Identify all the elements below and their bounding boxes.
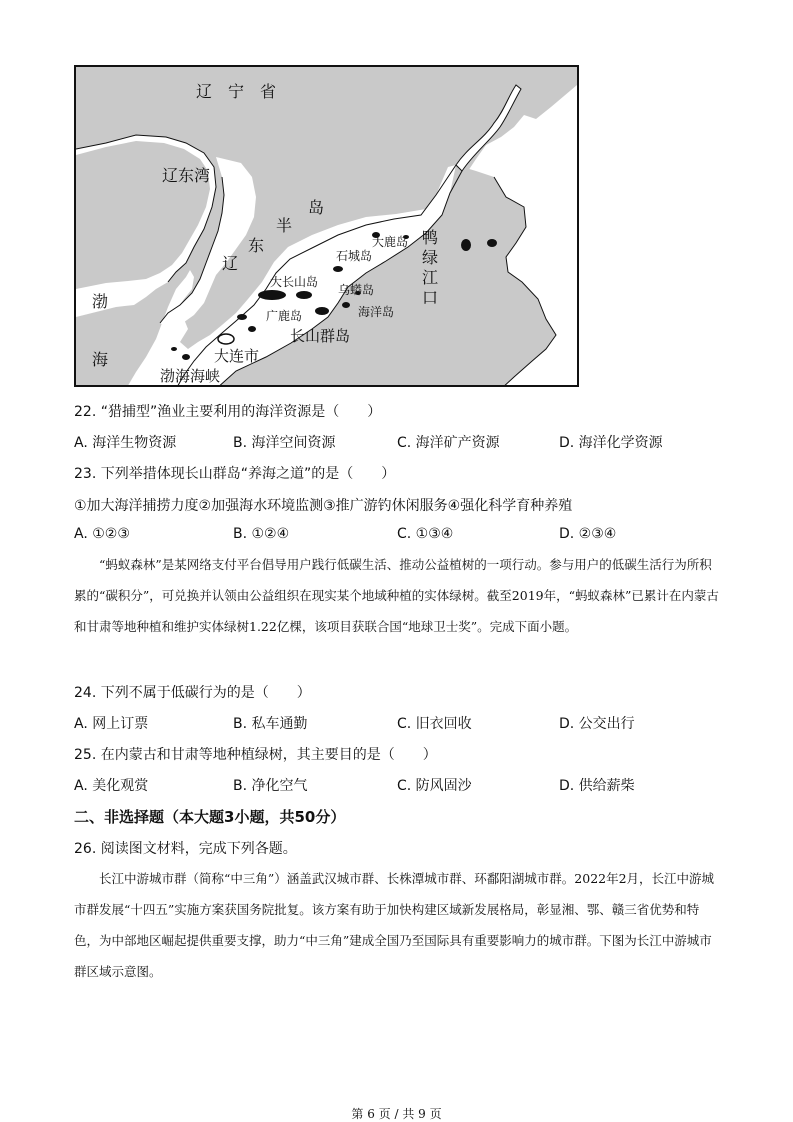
section-2-title: 二、非选择题（本大题3小题，共50分） [74, 808, 346, 826]
label-haiyang-island: 海洋岛 [358, 305, 395, 319]
label-changshan-islands: 长山群岛 [290, 327, 351, 345]
q25-stem: 25. 在内蒙古和甘肃等地种植绿树，其主要目的是（ ） [74, 747, 437, 763]
q23-stem: 23. 下列举措体现长山群岛“养海之道”的是（ ） [74, 466, 396, 482]
label-wumang-island: 乌蟒岛 [338, 283, 375, 297]
passage-ant-forest-text: “蚂蚁森林”是某网络支付平台倡导用户践行低碳生活、推动公益植树的一项行动。参与用户的低碳生活行为所积累的“碳积分”，可兑换并认领由公益组织在现实某个地域种植的实体绿树。截至2019年，“蚂蚁森林”已累计在内蒙古和甘肃等地种植和维护实体绿树1.22亿棵，该项目获联合国“地球卫士奖”。完成下面小题。 [74, 557, 719, 634]
q24-option-a[interactable]: A. 网上订票 [74, 716, 149, 732]
q26-stem: 26. 阅读图文材料，完成下列各题。 [74, 841, 297, 857]
q25-option-a[interactable]: A. 美化观赏 [74, 778, 149, 794]
label-yalu-1: 鸭 [422, 228, 439, 247]
label-dachangshan-island: 大长山岛 [270, 275, 319, 289]
q25-option-c[interactable]: C. 防风固沙 [397, 778, 472, 794]
q22-option-a[interactable]: A. 海洋生物资源 [74, 435, 177, 451]
label-dalu-island: 大鹿岛 [372, 235, 409, 249]
q23-option-c[interactable]: C. ①③④ [397, 526, 454, 542]
q24-option-d[interactable]: D. 公交出行 [559, 716, 635, 732]
label-bo: 渤 [92, 292, 109, 311]
label-guanglu-island: 广鹿岛 [266, 309, 303, 323]
passage-middle-yangtze-text: 长江中游城市群（简称“中三角”）涵盖武汉城市群、长株潭城市群、环鄱阳湖城市群。2022年2月，长江中游城市群发展“十四五”实施方案获国务院批复。该方案有助于加快构建区域新发展格局，彰显湘、鄂、赣三省优势和特色，为中部地区崛起提供重要支撑，助力“中三角”建成全国乃至国际具有重要影响力的城市群。下图为长江中游城市群区域示意图。 [74, 871, 715, 979]
q24-options [74, 713, 714, 733]
label-liaodong-bay: 辽东湾 [162, 166, 211, 185]
q22-option-b[interactable]: B. 海洋空间资源 [233, 435, 336, 451]
label-yalu-3: 江 [422, 268, 439, 287]
label-bohai-strait: 渤海海峡 [160, 367, 221, 385]
q24-stem: 24. 下列不属于低碳行为的是（ ） [74, 685, 311, 701]
q23-options [74, 526, 714, 546]
label-hai: 海 [92, 350, 109, 369]
q24-option-c[interactable]: C. 旧衣回收 [397, 716, 472, 732]
label-peninsula-liao: 辽 [222, 254, 239, 273]
label-peninsula-dong: 东 [248, 236, 265, 255]
liaodong-map [74, 65, 579, 387]
q25-option-b[interactable]: B. 净化空气 [233, 778, 308, 794]
label-dalian: 大连市 [214, 347, 260, 365]
page-number: 第 6 页 / 共 9 页 [351, 1107, 442, 1121]
q23-option-b[interactable]: B. ①②④ [233, 526, 290, 542]
q25-options [74, 775, 714, 795]
label-peninsula-ban: 半 [276, 216, 293, 235]
q24-option-b[interactable]: B. 私车通勤 [233, 716, 308, 732]
q22-option-c[interactable]: C. 海洋矿产资源 [397, 435, 500, 451]
q23-option-d[interactable]: D. ②③④ [559, 526, 617, 542]
q22-stem: 22. “猎捕型”渔业主要利用的海洋资源是（ ） [74, 404, 382, 420]
label-liaoning: 辽 宁 省 [196, 82, 277, 101]
q23-option-a[interactable]: A. ①②③ [74, 526, 130, 542]
label-yalu-2: 绿 [422, 248, 439, 267]
label-yalu-4: 口 [422, 288, 439, 307]
label-shicheng-island: 石城岛 [336, 249, 373, 263]
label-peninsula-dao: 岛 [308, 198, 325, 217]
q22-option-d[interactable]: D. 海洋化学资源 [559, 435, 663, 451]
q22-options [74, 432, 714, 452]
passage-middle-yangtze [74, 863, 724, 987]
q23-items: ①加大海洋捕捞力度②加强海水环境监测③推广游钓休闲服务④强化科学育种养殖 [74, 498, 573, 514]
q25-option-d[interactable]: D. 供给薪柴 [559, 778, 635, 794]
passage-ant-forest [74, 549, 724, 642]
